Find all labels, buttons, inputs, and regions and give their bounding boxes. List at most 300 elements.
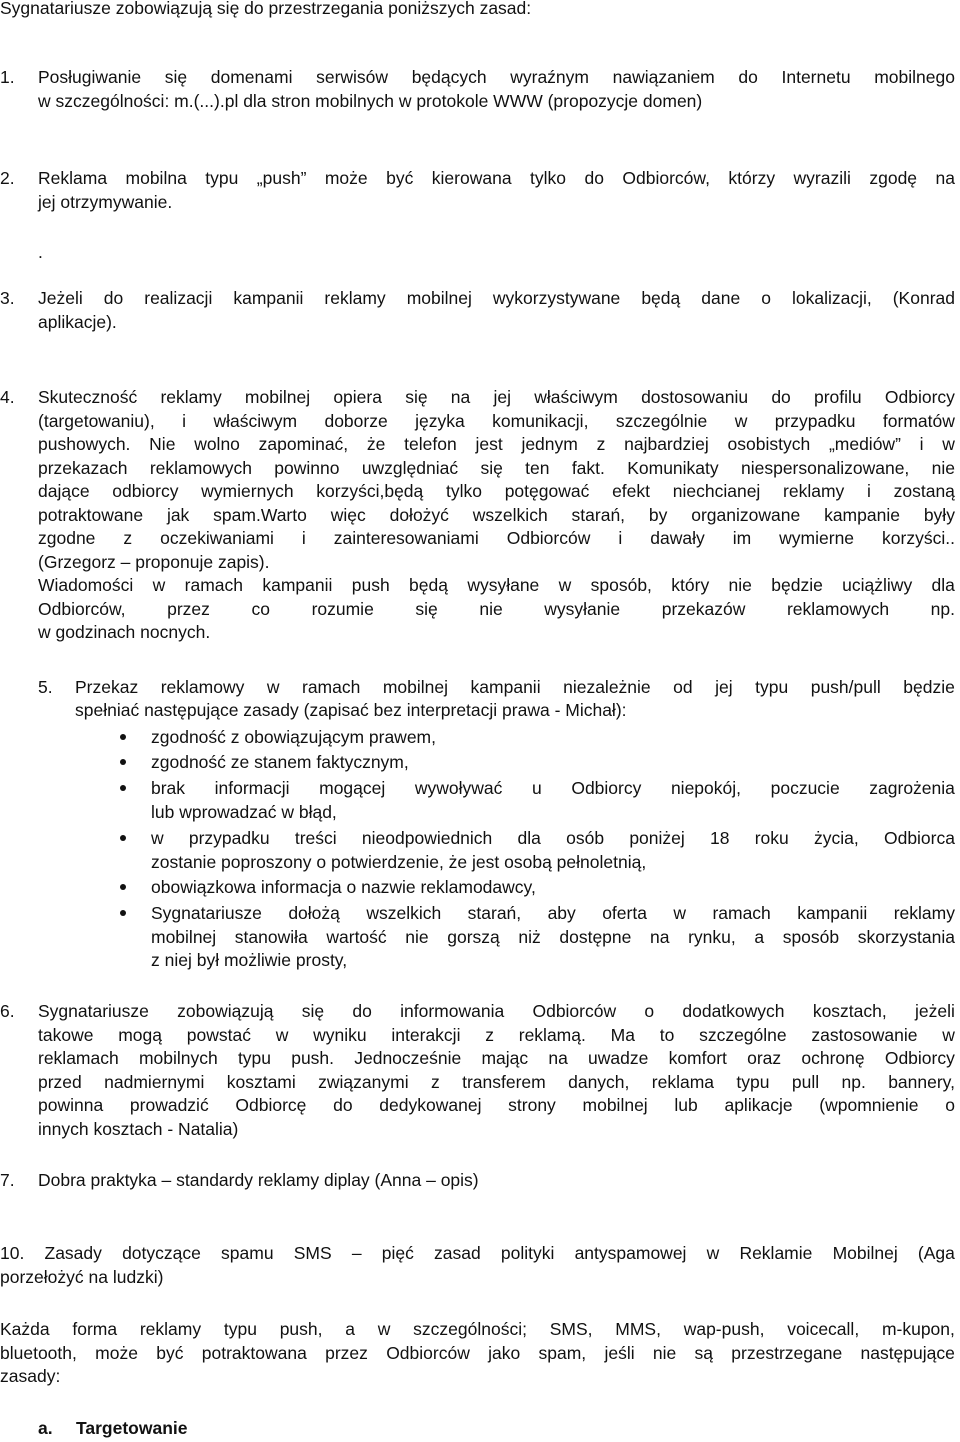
- word: dające: [38, 481, 90, 501]
- word: kosztami: [226, 1071, 296, 1092]
- word: wymierne: [779, 528, 855, 548]
- word: Jednocześnie: [354, 1048, 462, 1068]
- word: na: [548, 1048, 568, 1068]
- word: przez: [325, 1342, 368, 1363]
- word: mobilnych: [138, 1048, 218, 1068]
- paragraph-line: [38, 574, 955, 596]
- word: w: [377, 1319, 391, 1339]
- word: poczucie: [770, 778, 840, 798]
- word: właściwym: [534, 387, 618, 407]
- word: do: [352, 1001, 372, 1021]
- word: być: [386, 168, 414, 188]
- word: serwisów: [316, 67, 389, 87]
- word: typu: [223, 1319, 257, 1339]
- word: (targetowaniu),: [38, 410, 155, 431]
- word: życia,: [814, 828, 859, 848]
- word: bannery,: [888, 1071, 955, 1092]
- word: o: [761, 288, 771, 308]
- word: komfort: [668, 1048, 727, 1068]
- word: jej: [493, 387, 511, 407]
- word: zgodne: [38, 528, 96, 548]
- word: mogą: [118, 1024, 162, 1045]
- word: kampanii: [233, 288, 304, 308]
- word: dotyczące: [122, 1243, 201, 1263]
- intro-line: Sygnatariusze zobowiązują się do przestrzegania poniższych zasad:: [0, 0, 532, 18]
- word: push: [351, 575, 390, 595]
- word: osobistych: [727, 434, 811, 454]
- word: jednym: [521, 434, 578, 454]
- word: przekazach: [38, 457, 128, 478]
- word: więc: [330, 504, 366, 525]
- word: push.: [291, 1048, 335, 1068]
- word: typu: [205, 168, 239, 188]
- word: wyraźnym: [510, 67, 589, 87]
- word: na: [450, 387, 471, 407]
- word: roku: [754, 828, 789, 848]
- word: ten: [525, 457, 550, 478]
- bullet-icon: [120, 910, 126, 916]
- item-number: 7.: [0, 1170, 15, 1190]
- paragraph-line: [38, 504, 955, 526]
- word: następujące: [860, 1342, 955, 1363]
- word: potęgować: [504, 481, 590, 501]
- bullet-text: obowiązkowa informacja o nazwie reklamodawcy,: [151, 877, 536, 897]
- word: w: [275, 1024, 289, 1045]
- word: są: [694, 1342, 714, 1363]
- word: Odbiorców,: [622, 168, 710, 188]
- word: mobilnej: [406, 288, 472, 308]
- word: a: [345, 1319, 355, 1339]
- word: na: [935, 168, 955, 188]
- word: że: [366, 434, 386, 454]
- word: wysyłane: [467, 575, 540, 595]
- word: dostępne: [559, 926, 632, 947]
- word: Odbiorcę: [235, 1095, 307, 1115]
- word: push/pull: [810, 677, 881, 697]
- bullet-icon: [120, 734, 126, 740]
- word: skorzystania: [857, 926, 955, 947]
- word: aby: [547, 903, 576, 923]
- word: dane: [701, 288, 741, 308]
- word: zainteresowaniami: [333, 528, 479, 548]
- word: typu: [736, 1071, 770, 1092]
- word: przed: [38, 1071, 82, 1092]
- word: reklamach: [38, 1048, 119, 1068]
- word: nawiązaniem: [612, 67, 715, 87]
- word: co: [251, 598, 270, 619]
- word: informowania: [400, 1001, 505, 1021]
- word: właściwym: [213, 410, 298, 431]
- word: do: [333, 1095, 353, 1115]
- word: Zasady: [44, 1243, 102, 1263]
- word: fakt.: [571, 457, 605, 478]
- word: typu: [237, 1048, 272, 1068]
- word: reklamy: [139, 1319, 202, 1339]
- stray-dot: .: [38, 242, 43, 262]
- word: spamu: [221, 1243, 274, 1263]
- word: wolno: [194, 434, 240, 454]
- word: Odbiorców,: [38, 598, 126, 619]
- word: jako: [488, 1342, 521, 1363]
- word: osób: [566, 828, 605, 848]
- paragraph-line: Dobra praktyka – standardy reklamy diplay (Anna – opis): [38, 1170, 479, 1190]
- word: korzyści..: [882, 528, 955, 548]
- item-number: 1.: [0, 67, 15, 87]
- word: sposób: [782, 926, 840, 947]
- word: nieodpowiednich: [361, 828, 493, 848]
- word: wysyłanie: [544, 598, 621, 619]
- bullet-text: zgodność ze stanem faktycznym,: [151, 752, 409, 772]
- word: m-kupon,: [881, 1319, 955, 1339]
- word: i: [919, 434, 924, 454]
- paragraph-line: aplikacje).: [38, 311, 117, 332]
- word: były: [923, 504, 955, 525]
- word: u: [532, 778, 542, 798]
- word: korzyści,będą: [316, 481, 424, 501]
- word: forma: [72, 1319, 118, 1339]
- word: sposób,: [590, 575, 652, 595]
- bullet-text: z niej był możliwie prosty,: [151, 950, 348, 970]
- word: kierowana: [431, 168, 512, 188]
- word: pull: [791, 1071, 820, 1092]
- paragraph-line: w godzinach nocnych.: [38, 622, 211, 642]
- word: reklamowy: [160, 677, 245, 697]
- word: o: [945, 1095, 955, 1115]
- word: im: [732, 528, 752, 548]
- word: wywoływać: [414, 778, 503, 798]
- word: niepokój,: [670, 778, 742, 798]
- word: tylko: [530, 168, 567, 188]
- word: zasad: [434, 1243, 481, 1263]
- word: 18: [710, 828, 730, 848]
- word: domenami: [210, 67, 293, 87]
- word: rynku,: [688, 926, 736, 947]
- paragraph-line: [38, 1094, 955, 1116]
- word: Odbiorcy: [571, 778, 642, 798]
- word: formatów: [882, 410, 955, 431]
- word: dla: [517, 828, 541, 848]
- word: reklamą.: [518, 1024, 586, 1045]
- paragraph-line: [38, 66, 955, 88]
- word: opiera: [333, 387, 382, 407]
- word: brak: [151, 778, 186, 798]
- word: niż: [518, 926, 541, 947]
- word: być: [156, 1342, 184, 1363]
- word: jak: [166, 504, 190, 525]
- word: danych,: [568, 1071, 630, 1092]
- word: „mediów”: [828, 434, 901, 454]
- word: telefon: [404, 434, 457, 454]
- word: przestrzegane: [731, 1342, 843, 1363]
- word: Odbiorcy: [884, 1048, 955, 1068]
- word: szczególne: [699, 1024, 787, 1045]
- word: oferta: [602, 903, 647, 923]
- word: Sygnatariusze: [151, 903, 262, 923]
- item-number: 4.: [0, 387, 15, 407]
- word: starań,: [467, 903, 522, 923]
- word: w: [942, 434, 955, 454]
- word: z: [485, 1024, 494, 1045]
- word: może: [95, 1342, 138, 1363]
- word: w: [706, 1243, 720, 1263]
- bullet-text: [151, 827, 955, 849]
- heading-label: Targetowanie: [76, 1418, 188, 1438]
- paragraph-line: [38, 598, 955, 620]
- word: o: [644, 1001, 655, 1021]
- word: i: [301, 528, 306, 548]
- word: w: [151, 828, 164, 848]
- word: się: [415, 598, 438, 619]
- paragraph-line: [38, 167, 955, 189]
- word: mogącej: [319, 778, 386, 798]
- word: wszelkich: [366, 903, 442, 923]
- word: i: [182, 410, 187, 431]
- paragraph-line: [75, 676, 955, 698]
- word: reklamy: [893, 903, 955, 923]
- word: Sygnatariusze: [38, 1001, 149, 1021]
- word: Przekaz: [75, 677, 139, 697]
- word: treści: [294, 828, 337, 848]
- word: Jeżeli: [38, 288, 83, 308]
- word: ramach: [184, 575, 243, 595]
- word: kosztach,: [812, 1001, 887, 1021]
- word: takowe: [38, 1024, 94, 1045]
- word: Odbiorców: [532, 1001, 617, 1021]
- word: uciążliwy: [842, 575, 913, 595]
- word: np.: [930, 598, 955, 619]
- word: którzy: [728, 168, 776, 188]
- word: zobowiązują: [177, 1001, 274, 1021]
- word: najbardziej: [624, 434, 709, 454]
- word: mobilna: [125, 168, 187, 188]
- paragraph-line: [38, 433, 955, 455]
- word: organizowane: [691, 504, 801, 525]
- word: i: [867, 481, 871, 501]
- word: w: [558, 575, 572, 595]
- word: ochronę: [801, 1048, 865, 1068]
- word: dla: [931, 575, 955, 595]
- word: mobilnej: [582, 1095, 648, 1115]
- word: przypadku: [188, 828, 270, 848]
- word: interakcji: [391, 1024, 461, 1045]
- word: aplikacje: [724, 1095, 793, 1115]
- word: zagrożenia: [869, 778, 955, 798]
- bullet-icon: [120, 785, 126, 791]
- paragraph-line: [0, 1318, 955, 1340]
- bullet-icon: [120, 884, 126, 890]
- word: dodatkowych: [682, 1001, 785, 1021]
- word: mobilnej: [244, 387, 311, 407]
- word: Internetu: [781, 67, 851, 87]
- item-number: 5.: [38, 677, 53, 697]
- word: zapominać,: [258, 434, 349, 454]
- word: niezależnie: [563, 677, 651, 697]
- word: SMS,: [549, 1319, 593, 1339]
- word: Komunikaty: [627, 457, 719, 478]
- word: jeżeli: [915, 1001, 955, 1021]
- paragraph-line: innych kosztach - Natalia): [38, 1118, 239, 1139]
- item-number: 2.: [0, 168, 15, 188]
- word: oczekiwaniami: [160, 528, 274, 548]
- word: może: [324, 168, 368, 188]
- word: wymiernych: [201, 481, 294, 501]
- word: a: [754, 926, 765, 947]
- word: rozumie: [311, 598, 374, 619]
- word: będących: [411, 67, 487, 87]
- word: zostaną: [893, 481, 955, 501]
- word: prowadzić: [129, 1095, 209, 1115]
- word: się: [405, 387, 428, 407]
- word: powinna: [38, 1095, 104, 1115]
- bullet-text: lub wprowadzać w błąd,: [151, 801, 337, 822]
- word: w: [152, 575, 166, 595]
- paragraph-line: [38, 410, 955, 432]
- word: kampanii: [470, 677, 541, 697]
- word: się: [301, 1001, 325, 1021]
- word: realizacji: [144, 288, 213, 308]
- word: przypadku: [774, 410, 856, 431]
- word: dostosowaniu: [641, 387, 749, 407]
- word: będą: [641, 288, 681, 308]
- word: wszelkich: [472, 504, 548, 525]
- word: przekazów: [661, 598, 746, 619]
- word: nie: [405, 926, 429, 947]
- word: wyrazili: [793, 168, 851, 188]
- word: Ma: [610, 1024, 635, 1045]
- word: (Konrad: [892, 288, 955, 308]
- paragraph-line: porzełożyć na ludzki): [0, 1266, 164, 1287]
- word: doborze: [324, 410, 388, 431]
- word: i: [618, 528, 623, 548]
- paragraph-line: (Grzegorz – proponuje zapis).: [38, 551, 270, 572]
- word: MMS,: [615, 1319, 661, 1339]
- word: wyniku: [313, 1024, 367, 1045]
- bullet-text: [151, 902, 955, 924]
- word: Odbiorców: [386, 1342, 470, 1363]
- word: uwzględniać: [361, 457, 459, 478]
- paragraph-line: [38, 527, 955, 549]
- word: Odbiorców: [506, 528, 591, 548]
- word: pushowych.: [38, 434, 131, 454]
- word: reklama: [651, 1071, 715, 1092]
- word: nadmiernymi: [104, 1071, 205, 1092]
- word: uwadze: [588, 1048, 649, 1068]
- word: szczególnie: [615, 410, 708, 431]
- word: jej: [715, 677, 733, 697]
- word: nie: [728, 575, 752, 595]
- heading-letter: a.: [38, 1418, 53, 1438]
- word: języka: [415, 410, 465, 431]
- word: (Aga: [917, 1243, 955, 1263]
- word: lokalizacji,: [791, 288, 872, 308]
- word: będzie: [771, 575, 823, 595]
- word: w: [673, 903, 687, 923]
- word: reklamy: [324, 288, 386, 308]
- word: antyspamowej: [574, 1243, 687, 1263]
- paragraph-line: zasady:: [0, 1366, 61, 1386]
- word: Posługiwanie: [38, 67, 142, 87]
- word: dołożyć: [389, 504, 449, 525]
- word: potraktowane: [38, 504, 144, 525]
- item-number: 3.: [0, 288, 15, 308]
- bullet-text: [151, 777, 955, 799]
- word: zastosowanie: [811, 1024, 918, 1045]
- word: dawały: [650, 528, 705, 548]
- word: Skuteczność: [38, 387, 138, 407]
- word: z: [596, 434, 606, 454]
- word: do: [584, 168, 604, 188]
- word: szczególności;: [413, 1319, 527, 1339]
- word: powinno: [274, 457, 340, 478]
- word: oraz: [747, 1048, 782, 1068]
- paragraph-line: [38, 480, 955, 502]
- word: (wpomnienie: [819, 1095, 919, 1115]
- word: stanowiła: [234, 926, 308, 947]
- word: tylko: [446, 481, 482, 501]
- word: to: [659, 1024, 675, 1045]
- word: się: [480, 457, 503, 478]
- word: do: [771, 387, 791, 407]
- word: nie: [931, 457, 955, 478]
- word: strony: [508, 1095, 556, 1115]
- bullet-icon: [120, 835, 126, 841]
- paragraph-line: spełniać następujące zasady (zapisać bez interpretacji prawa - Michał):: [75, 700, 627, 720]
- word: na: [650, 926, 670, 947]
- word: w: [734, 410, 748, 431]
- word: dedykowanej: [379, 1095, 482, 1115]
- word: komunikacji,: [492, 410, 589, 431]
- word: z: [430, 1071, 440, 1092]
- paragraph-line: [38, 457, 955, 479]
- bullet-text: [151, 926, 955, 948]
- paragraph-line: [38, 1000, 955, 1022]
- paragraph-line: [38, 1024, 955, 1046]
- word: w: [266, 677, 280, 697]
- word: niechcianej: [672, 481, 761, 501]
- word: ramach: [712, 903, 771, 923]
- word: gorszą: [447, 926, 500, 947]
- word: SMS: [293, 1243, 332, 1263]
- word: Każda: [0, 1319, 50, 1339]
- word: wap-push,: [683, 1319, 765, 1339]
- word: reklamy: [783, 481, 845, 501]
- word: mobilnego: [874, 67, 955, 87]
- word: w: [942, 1024, 955, 1045]
- word: nie: [652, 1342, 677, 1363]
- word: Nie: [149, 434, 176, 454]
- word: do: [738, 67, 758, 87]
- paragraph-line: [0, 1242, 955, 1264]
- word: potraktowana: [201, 1342, 307, 1363]
- word: bluetooth,: [0, 1342, 77, 1363]
- paragraph-line: jej otrzymywanie.: [38, 191, 173, 212]
- word: poniżej: [629, 828, 685, 848]
- word: ramach: [302, 677, 361, 697]
- bullet-text: zostanie poproszony o potwierdzenie, że jest osobą pełnoletnią,: [151, 851, 647, 872]
- word: wykorzystywane: [492, 288, 621, 308]
- word: by: [648, 504, 668, 525]
- word: np.: [841, 1071, 866, 1092]
- word: nie: [479, 598, 503, 619]
- word: kampanie: [824, 504, 900, 525]
- word: Odbiorcy: [884, 387, 955, 407]
- paragraph-line: [38, 287, 955, 309]
- word: Odbiorca: [883, 828, 955, 848]
- word: lub: [674, 1095, 698, 1115]
- word: „push”: [256, 168, 307, 188]
- word: Reklamie: [739, 1243, 813, 1263]
- word: 10.: [0, 1243, 25, 1263]
